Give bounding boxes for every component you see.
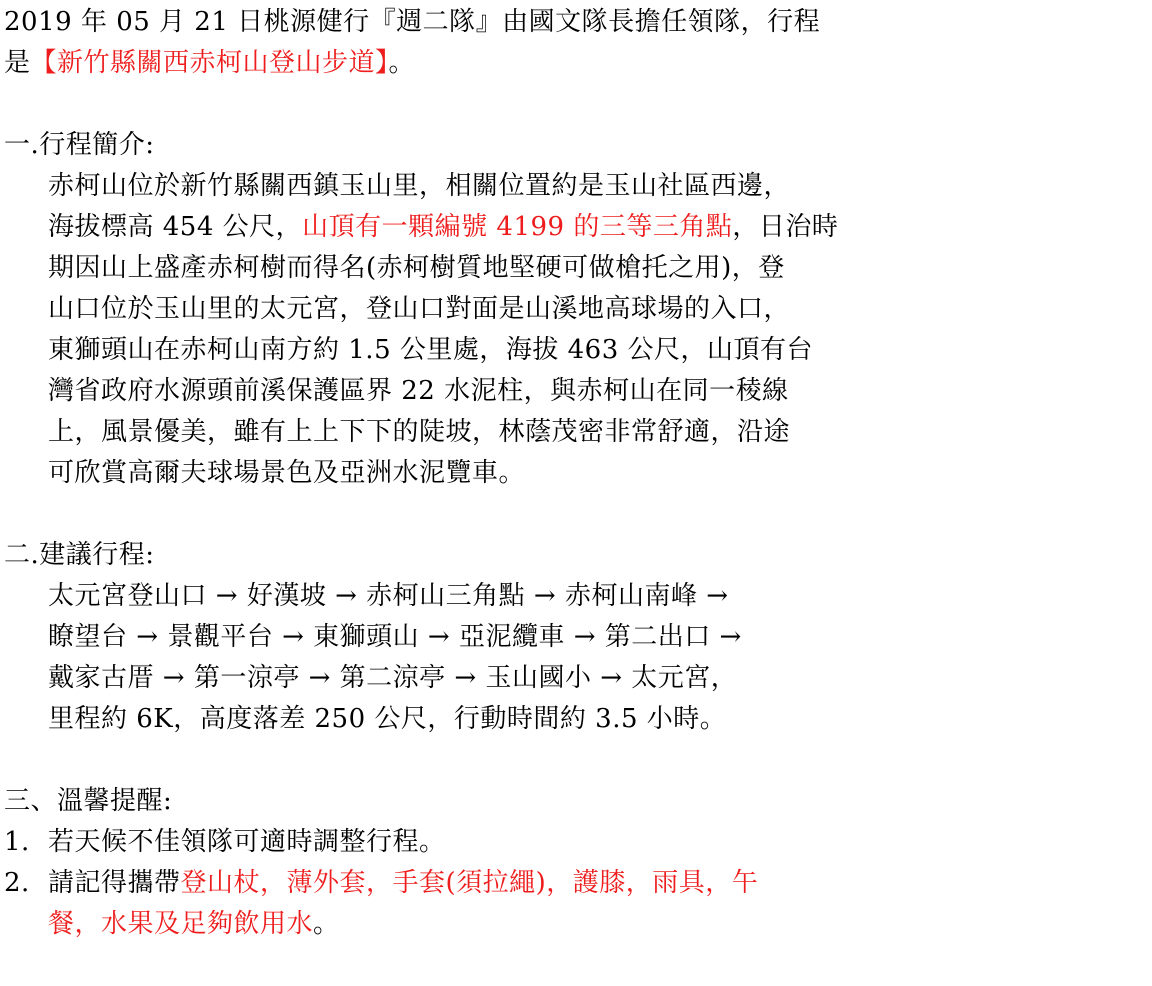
gear-list-highlight-continued: 餐，水果及足夠飲用水 (48, 909, 314, 939)
spacer (4, 84, 1152, 125)
section-1-line: 東獅頭山在赤柯山南方約 1.5 公里處，海拔 463 公尺，山頂有台 (48, 335, 814, 365)
spacer (4, 740, 1152, 781)
gear-list-highlight: 登山杖，薄外套，手套(須拉繩)，護膝，雨具，午 (180, 868, 759, 898)
reminder-item-2-continued (4, 904, 1152, 945)
intro-text: 2019 年 05 月 21 日桃源健行『週二隊』由國文隊長擔任領隊，行程 (4, 7, 821, 37)
intro-suffix: 。 (388, 48, 416, 78)
section-1-line: 上，風景優美，雖有上上下下的陡坡，林蔭茂密非常舒適，沿途 (48, 417, 791, 447)
reminder-number: 1. (4, 827, 30, 857)
reminder-prefix: 請記得攜帶 (48, 868, 181, 898)
spacer (4, 494, 1152, 535)
section-1-line-prefix: 海拔標高 454 公尺， (48, 212, 303, 242)
section-1-heading: 一.行程簡介: (4, 130, 155, 160)
route-line: 戴家古厝 → 第一涼亭 → 第二涼亭 → 玉山國小 → 太元宮， (48, 663, 738, 693)
triangulation-point-highlight: 山頂有一顆編號 4199 的三等三角點 (302, 212, 733, 242)
intro-line-1 (4, 2, 1152, 43)
intro-line-2 (4, 43, 1152, 84)
trail-name-highlight: 【新竹縣關西赤柯山登山步道】 (30, 48, 389, 78)
section-1-line: 期因山上盛產赤柯樹而得名(赤柯樹質地堅硬可做槍托之用)，登 (48, 253, 785, 283)
route-summary: 里程約 6K，高度落差 250 公尺，行動時間約 3.5 小時。 (48, 704, 727, 734)
reminder-item-1 (4, 822, 1152, 863)
route-line: 瞭望台 → 景觀平台 → 東獅頭山 → 亞泥纜車 → 第二出口 → (48, 622, 742, 652)
section-3-heading: 三、溫馨提醒: (4, 786, 173, 816)
reminder-suffix: 。 (313, 909, 340, 939)
section-1-line: 赤柯山位於新竹縣關西鎮玉山里，相關位置約是玉山社區西邊， (48, 171, 791, 201)
section-1-line: 可欣賞高爾夫球場景色及亞洲水泥覽車。 (48, 458, 526, 488)
section-1-line: 山口位於玉山里的太元宮，登山口對面是山溪地高球場的入口， (48, 294, 791, 324)
reminder-number: 2. (4, 868, 30, 898)
section-1-line-highlight (4, 207, 1152, 248)
section-1-line: 灣省政府水源頭前溪保護區界 22 水泥柱，與赤柯山在同一稜線 (48, 376, 789, 406)
section-2-heading: 二.建議行程: (4, 540, 155, 570)
reminder-text: 若天候不佳領隊可適時調整行程。 (48, 827, 446, 857)
section-1-line-suffix: ，日治時 (732, 212, 839, 242)
reminder-item-2 (4, 863, 1152, 904)
intro-prefix: 是 (4, 48, 31, 78)
route-line: 太元宮登山口 → 好漢坡 → 赤柯山三角點 → 赤柯山南峰 → (48, 581, 729, 611)
